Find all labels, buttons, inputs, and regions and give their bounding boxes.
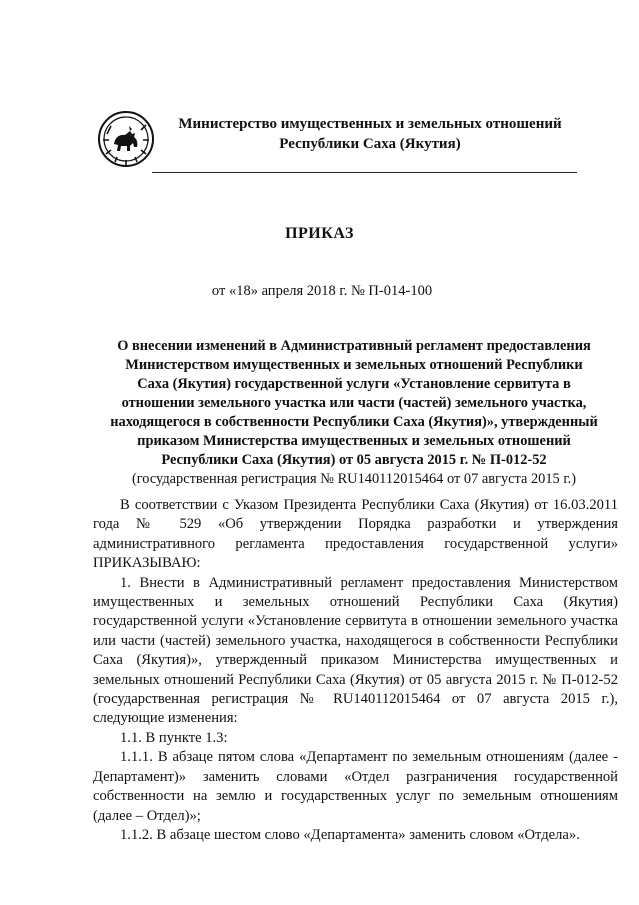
order-body xyxy=(93,496,618,845)
header-divider xyxy=(152,172,577,173)
subject-line: отношении земельного участка или части (частей) земельного участка, xyxy=(121,395,587,411)
subject-registration: (государственная регистрация № RU140112015464 от 07 августа 2015 г.) xyxy=(131,471,577,487)
org-line-1: Министерство имущественных и земельных отношений xyxy=(178,116,562,132)
subject-line: Саха (Якутия) государственной услуги «Установление сервитута в xyxy=(137,376,571,392)
subject-line: находящегося в собственности Республики Саха (Якутия)», утвержденный xyxy=(110,414,598,430)
subject-line: О внесении изменений в Административный регламент предоставления xyxy=(117,338,591,354)
clause-1-1-1-paragraph: 1.1.1. В абзаце пятом слова «Департамент по земельным отношениям (далее - Департамент)» заменить словами «Отдел разграничения государственной собственности на землю и государственных услуг по земельным отношениям (далее – Отдел)»; xyxy=(93,749,618,824)
order-subject xyxy=(88,337,620,489)
subject-line: Министерством имущественных и земельных отношений Республики xyxy=(125,357,583,373)
coat-of-arms-emblem-icon xyxy=(97,110,155,168)
clause-1-1-2-paragraph: 1.1.2. В абзаце шестом слово «Департамента» заменить словом «Отдела». xyxy=(120,826,580,843)
clause-1-paragraph: 1. Внести в Административный регламент предоставления Министерством имущественных и земельных отношений Республики Саха (Якутия) государственной услуги «Установление сервитута в отношении земельного участка или части (частей) земельного участка, находящегося в собственности Республики Саха (Якутия)», утвержденный приказом Министерства имущественных и земельных отношений Республики Саха (Якутия) от 05 августа 2015 г. № П-012-52 (государственная регистрация № RU140112015464 от 07 августа 2015 г.), следующие изменения: xyxy=(93,574,618,727)
document-title: ПРИКАЗ xyxy=(285,225,354,242)
preamble-paragraph: В соответствии с Указом Президента Республики Саха (Якутия) от 16.03.2011 года № 529 «Об утверждении Порядка разработки и утверждения административного регламента предоставления государственной услуги» ПРИКАЗЫВАЮ: xyxy=(93,497,618,572)
subject-line: Республики Саха (Якутия) от 05 августа 2015 г. № П-012-52 xyxy=(161,452,547,468)
clause-1-1-paragraph: 1.1. В пункте 1.3: xyxy=(120,729,228,746)
document-date-number: от «18» апреля 2018 г. № П-014-100 xyxy=(211,283,433,299)
org-line-2: Республики Саха (Якутия) xyxy=(279,136,461,152)
subject-line: приказом Министерства имущественных и земельных отношений xyxy=(137,433,571,449)
organization-name xyxy=(160,114,580,154)
